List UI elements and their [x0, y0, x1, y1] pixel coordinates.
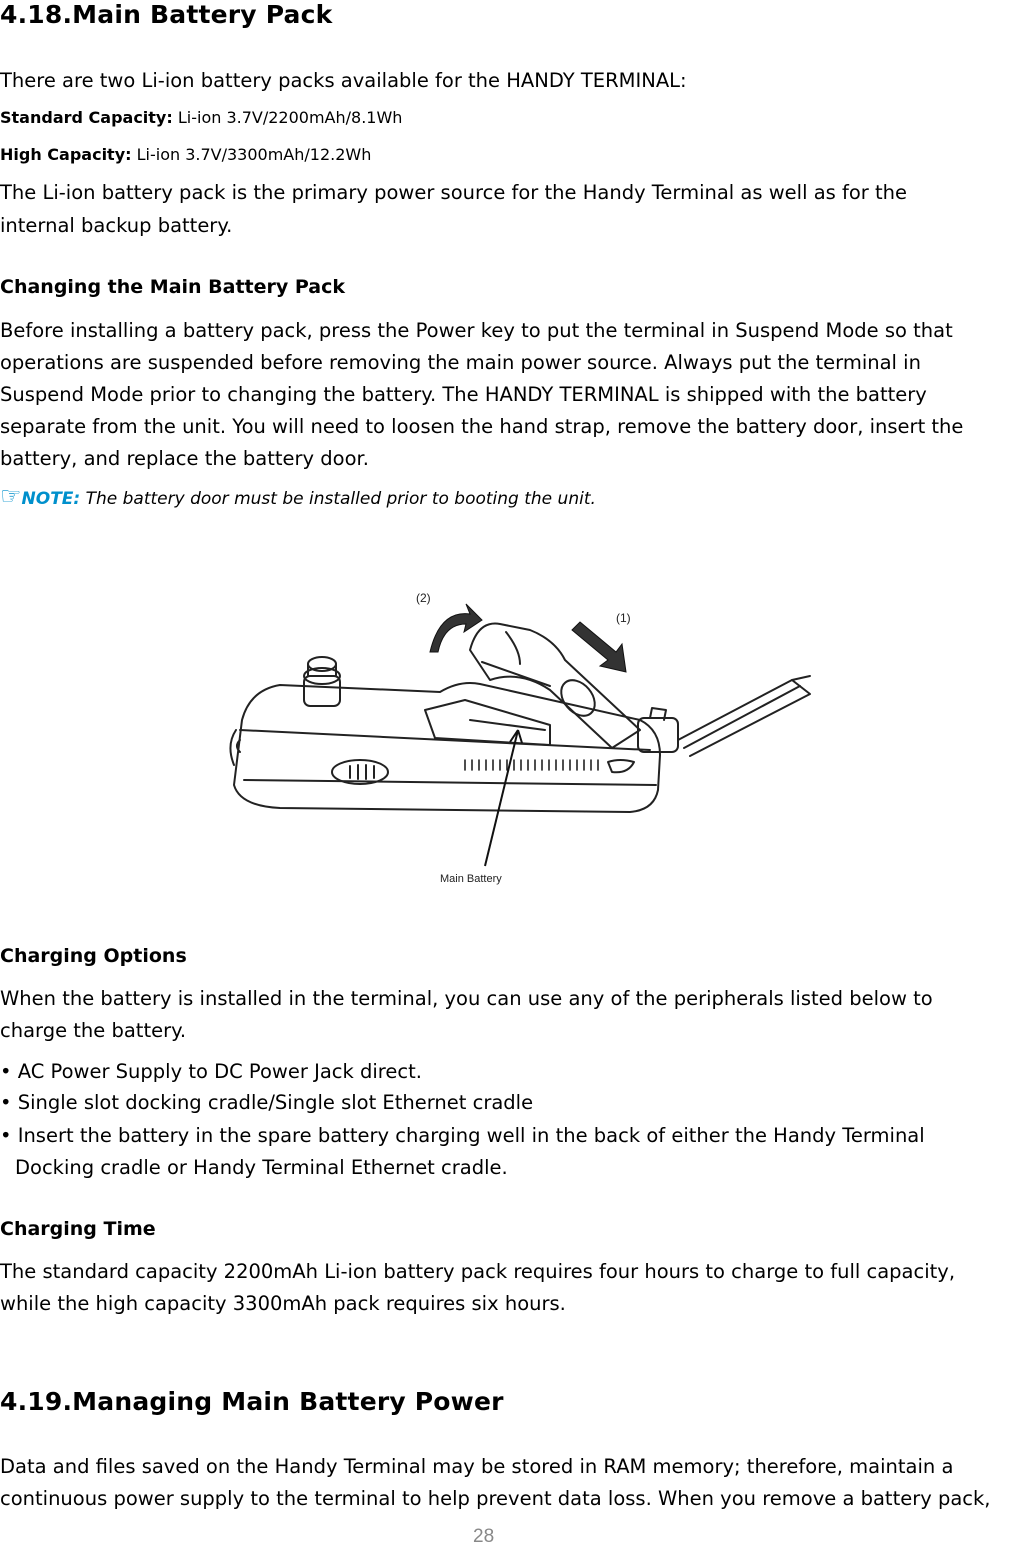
- changing-paragraph-line: Suspend Mode prior to changing the battery. The HANDY TERMINAL is shipped with the battery: [0, 383, 927, 406]
- changing-paragraph-line: operations are suspended before removing the main power source. Always put the terminal in: [0, 351, 921, 374]
- changing-paragraph-line: battery, and replace the battery door.: [0, 447, 369, 470]
- rotate-arrow-icon: [430, 604, 482, 652]
- high-capacity-line: [0, 143, 371, 167]
- managing-power-line-1: Data and files saved on the Handy Terminal may be stored in RAM memory; therefore, maintain a: [0, 1455, 954, 1478]
- charging-option-item-continued: Docking cradle or Handy Terminal Ethernet cradle.: [15, 1156, 508, 1179]
- standard-capacity-label: Standard Capacity:: [0, 108, 173, 127]
- charging-time-heading: Charging Time: [0, 1218, 156, 1240]
- intro-text: There are two Li-ion battery packs available for the HANDY TERMINAL:: [0, 69, 687, 92]
- high-capacity-value: Li-ion 3.7V/3300mAh/12.2Wh: [136, 145, 372, 164]
- charging-time-line-1: The standard capacity 2200mAh Li-ion battery pack requires four hours to charge to full capacity,: [0, 1260, 956, 1283]
- changing-paragraph-line: Before installing a battery pack, press the Power key to put the terminal in Suspend Mode so that: [0, 319, 953, 342]
- note-label: NOTE:: [21, 489, 81, 509]
- high-capacity-label: High Capacity:: [0, 145, 132, 164]
- section-title-main-battery-pack: 4.18.Main Battery Pack: [0, 0, 333, 29]
- pointing-hand-icon: ☞: [0, 482, 22, 510]
- primary-power-line-1: The Li-ion battery pack is the primary power source for the Handy Terminal as well as for the: [0, 181, 908, 204]
- charging-option-item: • Insert the battery in the spare battery charging well in the back of either the Handy Terminal: [0, 1124, 925, 1147]
- insert-arrow-icon: [572, 622, 626, 672]
- primary-power-line-2: internal backup battery.: [0, 214, 233, 237]
- changing-paragraph-line: separate from the unit. You will need to loosen the hand strap, remove the battery door, insert the: [0, 415, 964, 438]
- charging-options-intro-line-2: charge the battery.: [0, 1019, 187, 1042]
- step-2-label: (2): [416, 591, 431, 605]
- charging-options-intro-line-1: When the battery is installed in the terminal, you can use any of the peripherals listed below to: [0, 987, 933, 1010]
- managing-power-line-2: continuous power supply to the terminal to help prevent data loss. When you remove a battery pack,: [0, 1487, 991, 1510]
- note-callout: [0, 482, 596, 510]
- charging-time-line-2: while the high capacity 3300mAh pack requires six hours.: [0, 1292, 566, 1315]
- handheld-terminal-illustration: [220, 580, 820, 890]
- main-battery-callout: Main Battery: [440, 873, 502, 885]
- page-number: 28: [473, 1526, 495, 1547]
- changing-battery-heading: Changing the Main Battery Pack: [0, 276, 346, 298]
- callout-leader-line: [485, 730, 518, 866]
- note-text: The battery door must be installed prior to booting the unit.: [85, 489, 596, 509]
- battery-installation-figure: [220, 580, 820, 890]
- charging-option-item: • AC Power Supply to DC Power Jack direct.: [0, 1060, 422, 1083]
- standard-capacity-value: Li-ion 3.7V/2200mAh/8.1Wh: [177, 108, 403, 127]
- section-title-managing-battery-power: 4.19.Managing Main Battery Power: [0, 1387, 504, 1416]
- charging-option-item: • Single slot docking cradle/Single slot Ethernet cradle: [0, 1091, 534, 1114]
- standard-capacity-line: [0, 106, 402, 130]
- charging-options-heading: Charging Options: [0, 945, 187, 967]
- step-1-label: (1): [616, 611, 631, 625]
